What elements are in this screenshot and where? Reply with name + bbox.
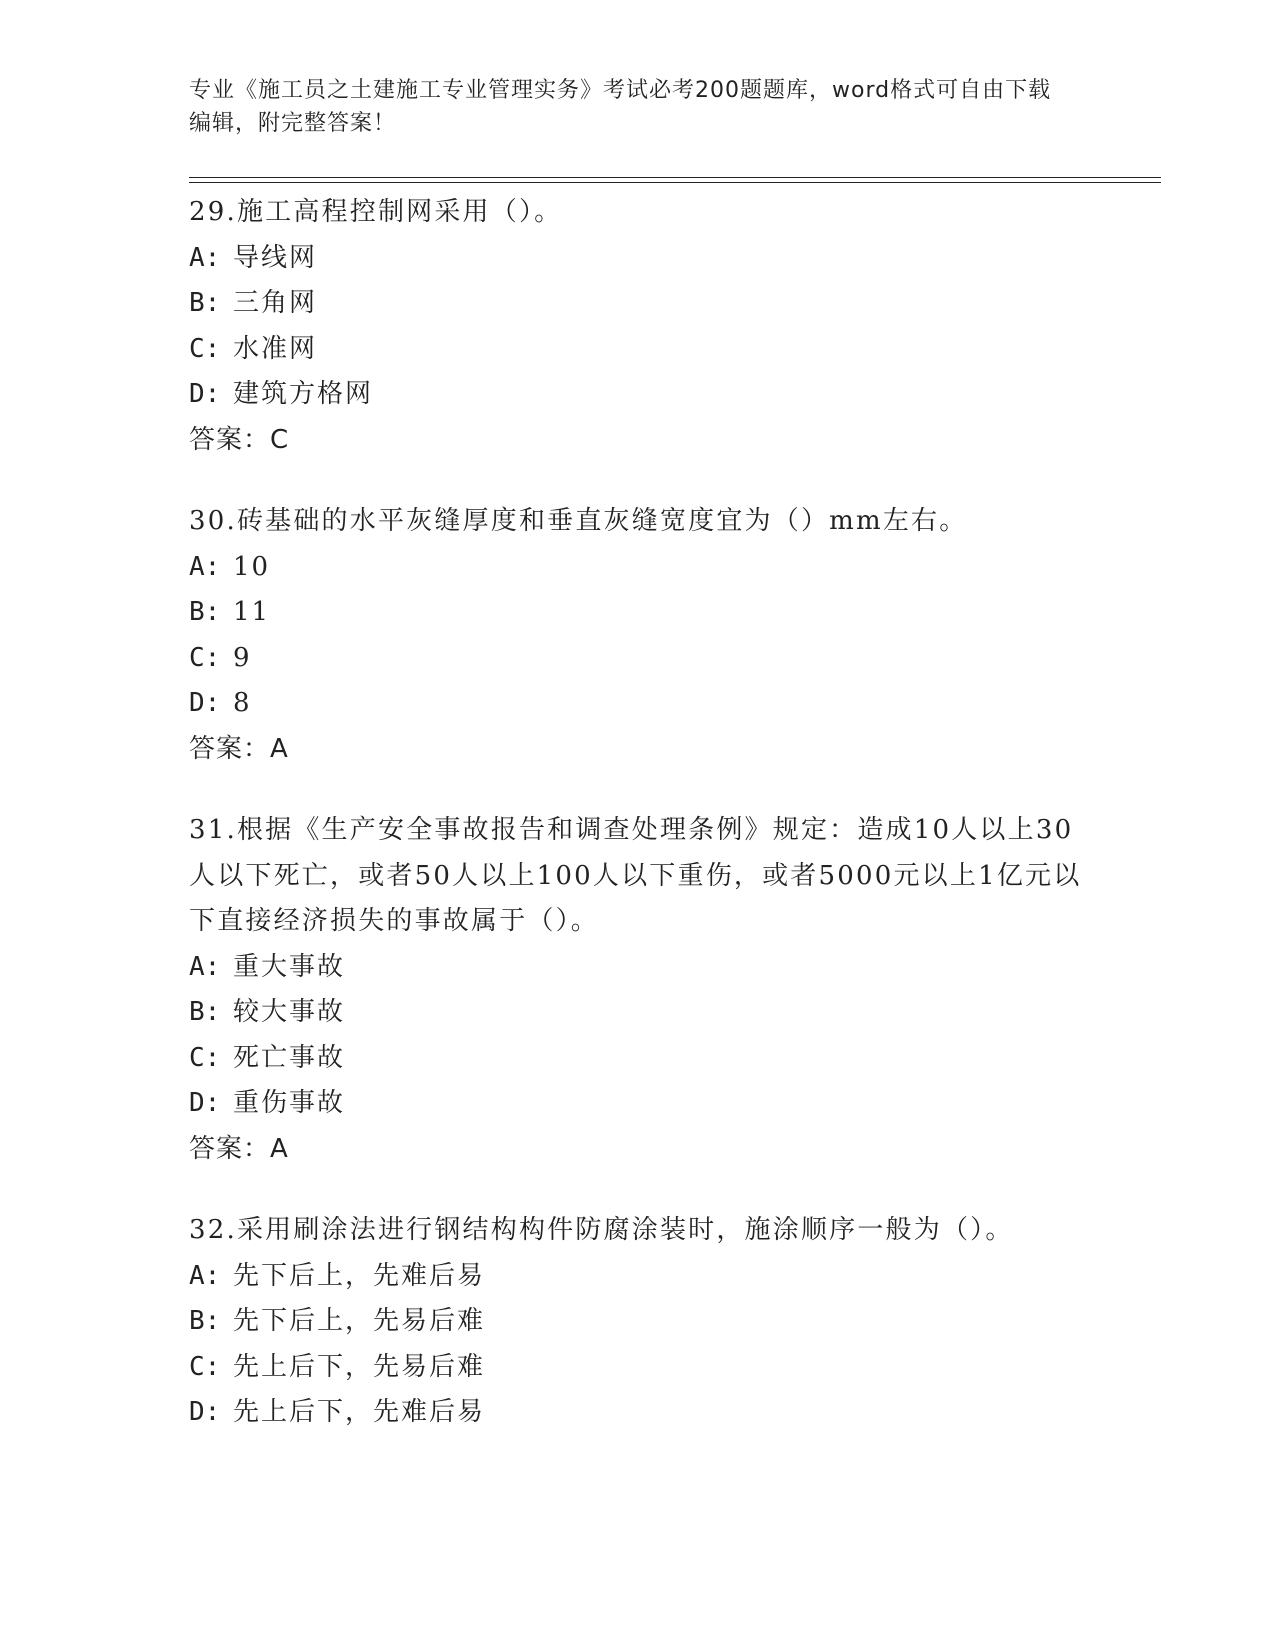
option-letter: C: [189, 1042, 221, 1073]
option-text: 先下后上，先难后易 [233, 1260, 486, 1291]
question-31 [189, 808, 1089, 1172]
option-d [189, 372, 1089, 418]
option-c [189, 1036, 1089, 1082]
option-letter: D: [189, 379, 221, 409]
option-text: 先上后下，先易后难 [233, 1351, 486, 1382]
header-divider-bottom [189, 182, 1161, 183]
option-c [189, 327, 1089, 373]
option-letter: C: [189, 333, 221, 364]
option-text: 10 [233, 551, 271, 582]
answer-line: 答案：A [189, 1133, 289, 1164]
option-text: 先上后下，先难后易 [233, 1397, 486, 1427]
answer-line: 答案：C [189, 424, 290, 455]
option-letter: D: [189, 1397, 221, 1427]
option-b [189, 1299, 1089, 1345]
question-stem: 31.根据《生产安全事故报告和调查处理条例》规定：造成10人以上30人以下死亡，或者50人以上100人以下重伤，或者5000元以上1亿元以下直接经济损失的事故属于（）。 [189, 815, 1082, 936]
header-divider-top [189, 177, 1161, 178]
question-list [189, 190, 1089, 1472]
option-text: 8 [233, 688, 252, 718]
option-c [189, 1345, 1089, 1391]
question-32 [189, 1208, 1089, 1436]
question-29 [189, 190, 1089, 463]
question-stem: 29.施工高程控制网采用（）。 [189, 197, 563, 227]
option-letter: B: [189, 597, 221, 627]
option-d [189, 681, 1089, 727]
option-letter: A: [189, 1260, 221, 1291]
option-a [189, 236, 1089, 282]
document-intro: 专业《施工员之土建施工专业管理实务》考试必考200题题库，word格式可自由下载编辑，附完整答案！ [189, 78, 1052, 136]
option-d [189, 1081, 1089, 1127]
option-text: 建筑方格网 [233, 379, 374, 409]
question-30 [189, 499, 1089, 772]
option-a [189, 1254, 1089, 1300]
option-text: 三角网 [233, 288, 318, 318]
option-text: 11 [233, 597, 271, 627]
option-text: 水准网 [233, 333, 318, 364]
option-letter: D: [189, 688, 221, 718]
answer-line: 答案：A [189, 733, 289, 764]
option-letter: B: [189, 1306, 221, 1336]
option-text: 死亡事故 [233, 1042, 346, 1073]
option-letter: B: [189, 997, 221, 1027]
option-text: 重大事故 [233, 951, 346, 982]
option-b [189, 590, 1089, 636]
option-a [189, 545, 1089, 591]
option-d [189, 1390, 1089, 1436]
question-stem: 30.砖基础的水平灰缝厚度和垂直灰缝宽度宜为（）mm左右。 [189, 506, 968, 536]
option-letter: B: [189, 288, 221, 318]
option-b [189, 990, 1089, 1036]
option-a [189, 945, 1089, 991]
option-letter: C: [189, 642, 221, 673]
option-b [189, 281, 1089, 327]
option-letter: A: [189, 551, 221, 582]
option-letter: C: [189, 1351, 221, 1382]
option-text: 先下后上，先易后难 [233, 1306, 486, 1336]
option-text: 重伤事故 [233, 1088, 346, 1118]
option-letter: A: [189, 951, 221, 982]
option-text: 导线网 [233, 242, 318, 273]
option-c [189, 636, 1089, 682]
option-text: 9 [233, 642, 252, 673]
question-stem: 32.采用刷涂法进行钢结构构件防腐涂装时，施涂顺序一般为（）。 [189, 1215, 1014, 1245]
option-letter: D: [189, 1088, 221, 1118]
option-letter: A: [189, 242, 221, 273]
option-text: 较大事故 [233, 997, 346, 1027]
